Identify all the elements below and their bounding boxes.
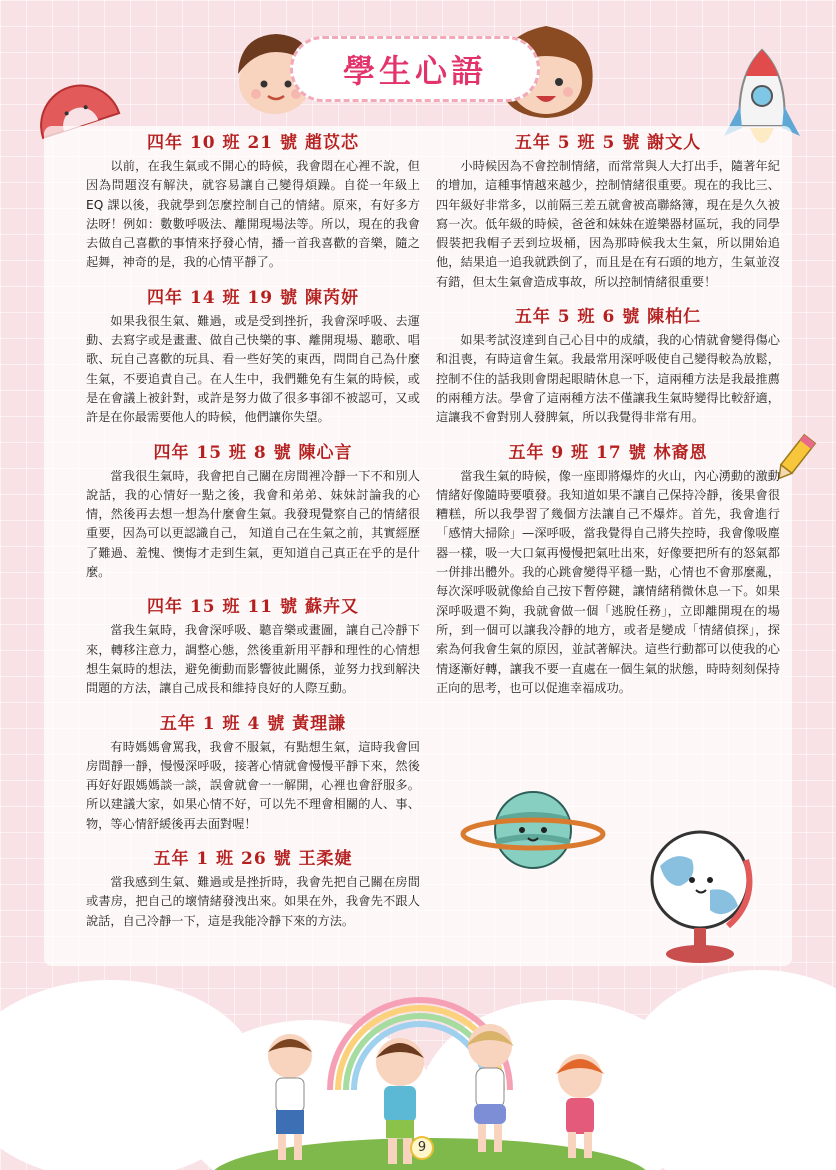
article-heading: 四年 10 班 21 號 趙苡芯: [147, 133, 359, 153]
page-title: 學生心語: [342, 52, 487, 90]
article-heading: 五年 5 班 6 號 陳柏仁: [514, 307, 702, 328]
article-heading: 四年 15 班 11 號 蘇卉又: [147, 597, 359, 618]
article: [436, 128, 780, 292]
article: [86, 128, 420, 273]
cloud-decoration: [620, 970, 836, 1170]
left-column: [86, 128, 420, 941]
article-body: 當我感到生氣、難過或是挫折時，我會先把自己關在房間或書房，把自己的壞情緒發洩出來。如果在外，我會先不跟人說話，自己冷靜一下，這是我能冷靜下來的方法。: [86, 875, 420, 928]
children-icon: [250, 1020, 630, 1170]
article-body: 當我生氣的時候，像一座即將爆炸的火山，內心湧動的激動情緒好像隨時要噴發。我知道如果不讓自己保持冷靜，後果會很糟糕，所以我學習了幾個方法讓自己不爆炸。首先，我會進行「感情大掃除」—深呼吸，當我覺得自己將失控時，我會像吸塵器一樣，吸一大口氣再慢慢把氣吐出來，好像要把所有的怒氣都一併排出體外。我的心跳會變得平穩一點，心情也不會那麼亂，每次深呼吸就像給自己按下暫停鍵，讓情緒稍微休息一下。如果深呼吸還不夠，我就會做一個「逃脫任務」，立即離開現在的場所，到一個可以讓我冷靜的地方，或者是變成「情緒偵探」，探索為何我會生氣的原因，並試著解決。這些行動都可以使我的心情逐漸好轉，讓我不要一直處在一個生氣的狀態，時時刻刻保持正向的思考，也可以促進幸福成功。: [436, 468, 780, 695]
article-body: 當我生氣時，我會深呼吸、聽音樂或畫圖，讓自己冷靜下來，轉移注意力，調整心態，然後重新用平靜和理性的心情想想生氣時的想法，避免衝動而影響彼此關係，並努力找到解決問題的方法，讓自己成長和維持良好的人際互動。: [86, 623, 420, 696]
article-heading: 五年 1 班 26 號 王柔婕: [153, 849, 353, 870]
article-body: 小時候因為不會控制情緒，而常常與人大打出手，隨著年紀的增加，這種事情越來越少，控制情緒很重要。現在的我比三、四年級好非常多，以前隔三差五就會被高聯絡簿，現在是久久被寫一次。低年級的時候，爸爸和妹妹在遊樂器材區玩，我的同學假裝把我帽子丟到垃圾桶，因為那時候我太生氣，所以開始追他，結果追一追我就跌倒了，而且是在有石頭的地方，生氣並沒有錯，但太生氣會造成事故，所以控制情緒很重要！: [436, 159, 780, 289]
article: [436, 302, 780, 427]
article-body: 有時媽媽會罵我，我會不服氣，有點想生氣，這時我會回房間靜一靜，慢慢深呼吸，接著心情就會慢慢平靜下來，然後再好好跟媽媽談一談，誤會就會一一解開，心裡也會舒服多。所以建議大家，如果心情不好，可以先不理會相關的人、事、物，等心情舒緩後再去面對喔！: [86, 739, 420, 831]
article: [436, 438, 780, 699]
article-heading: 五年 1 班 4 號 黃理謙: [159, 713, 347, 734]
article-heading: 五年 5 班 5 號 謝文人: [514, 133, 702, 153]
article-heading: 四年 14 班 19 號 陳芮妍: [147, 287, 359, 308]
article-body: 如果考試沒達到自己心目中的成績，我的心情就會變得傷心和沮喪，有時這會生氣。我最常用深呼吸使自己變得較為放鬆，控制不住的話我則會閉起眼睛休息一下，這兩種方法是我最推薦的兩種方法。學會了這兩種方法不僅讓我生氣時變得比較舒適，這讓我不會對別人發脾氣，所以我覺得非常有用。: [436, 333, 780, 425]
article: [86, 844, 420, 931]
article-body: 如果我很生氣、難過，或是受到挫折，我會深呼吸、去運動、去寫字或是畫畫、做自己快樂的事、離開現場、聽歌、唱歌、玩自己喜歡的玩具、看一些好笑的東西，問問自己為什麼生氣，不要追責自己。在人生中，我們難免有生氣的時候，或是在會議上被針對，或許是努力做了很多事卻不被認可，又或許是在你最需要他人的時候，他們讓你失望。: [86, 313, 420, 425]
right-column: [436, 128, 780, 708]
article: [86, 283, 420, 428]
article: [86, 592, 420, 698]
article-body: 當我很生氣時，我會把自己關在房間裡冷靜一下不和別人說話，我的心情好一點之後，我會和弟弟、妹妹討論我的心情，然後再去想一想為什麼會生氣。我發現覺察自己的情緒很重要，因為可以更認識自己， 知道自己在生氣之前，其實經歷了難過、羞愧、懊悔才走到生氣，更知道自己真正在乎的是什麼。: [86, 468, 420, 580]
planet-icon: [458, 780, 608, 880]
title-banner: [290, 36, 540, 102]
article: [86, 709, 420, 834]
page-number: 9: [410, 1136, 434, 1160]
article: [86, 438, 420, 583]
article-heading: 五年 9 班 17 號 林裔恩: [508, 442, 708, 463]
article-body: 以前，在我生氣或不開心的時候，我會悶在心裡不說，但因為問題沒有解決，就容易讓自己變得煩躁。自從一年級上 EQ 課以後，我就學到怎麼控制自己的情緒。原來，有好多方法呀！例如：數數呼吸法、離開現場法等。所以，現在的我會去做自己喜歡的事情來抒發心情，播一首我喜歡的音樂，隨之起舞，神奇的是，我的心情平靜了。: [86, 159, 420, 270]
article-heading: 四年 15 班 8 號 陳心言: [153, 442, 353, 463]
